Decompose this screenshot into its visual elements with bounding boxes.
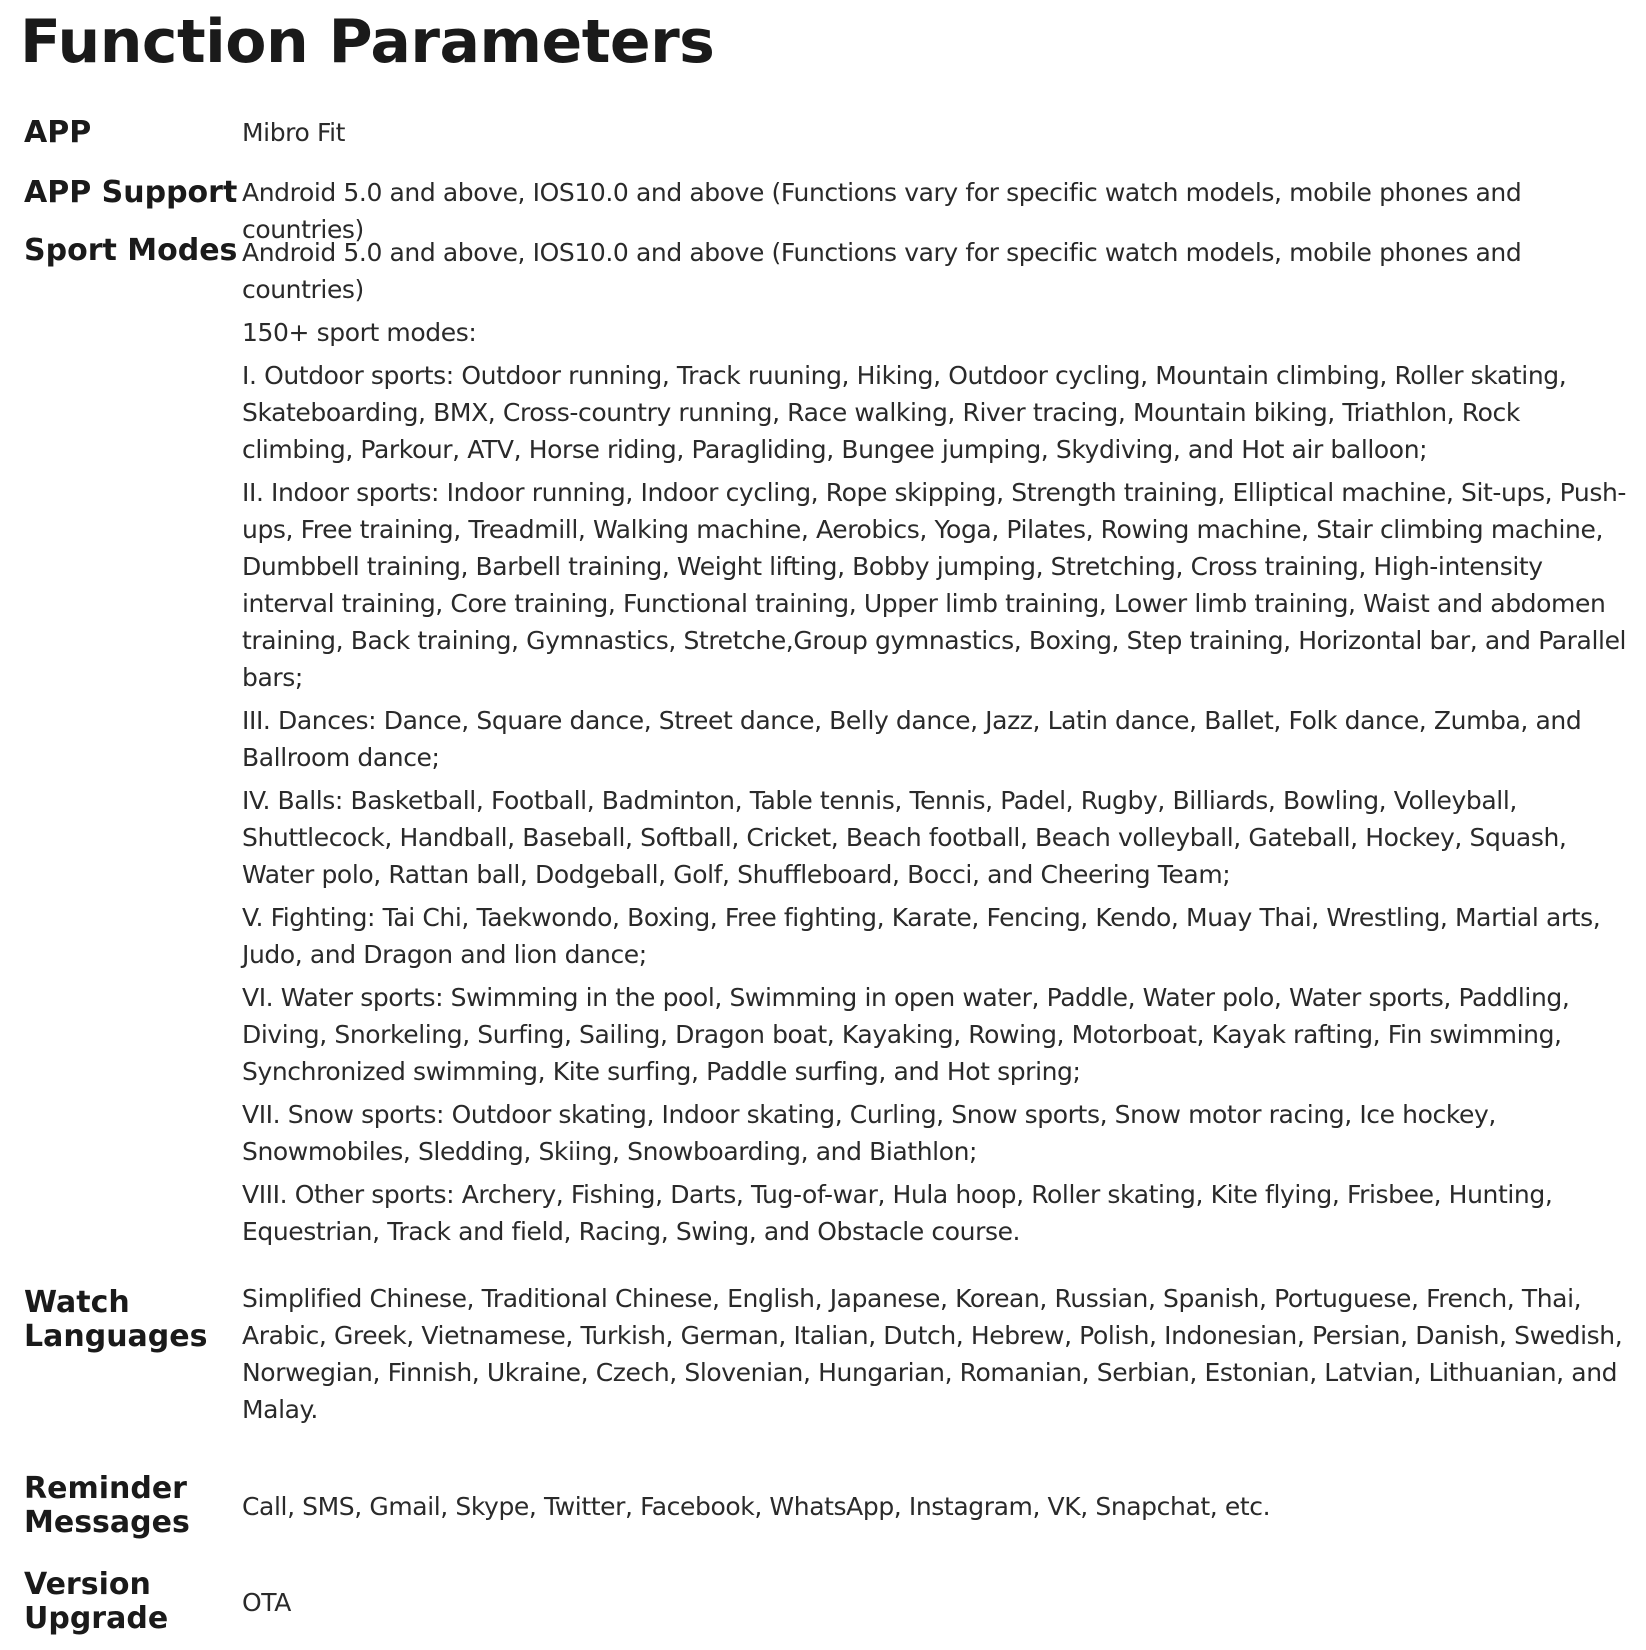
spec-value-app-support: Android 5.0 and above, IOS10.0 and above (Functions vary for specific watch models, mobile phones and countries)	[242, 178, 1522, 244]
function-parameters-page	[20, 0, 1630, 1636]
spec-row-app	[20, 100, 1630, 160]
sport-category-fighting: V. Fighting: Tai Chi, Taekwondo, Boxing, Free fighting, Karate, Fencing, Kendo, Muay Thai, Wrestling, Martial arts, Judo, and Dragon and lion dance;	[242, 903, 1601, 969]
sport-category-indoor: II. Indoor sports: Indoor running, Indoor cycling, Rope skipping, Strength training, Elliptical machine, Sit-ups, Push-ups, Free training, Treadmill, Walking machine, Aerobics, Yoga, Pilates, Rowing machine, Stair climbing machine, Dumbbell training, Barbell training, Weight lifting, Bobby jumping, Stretching, Cross training, High-intensity interval training, Core training, Functional training, Upper limb training, Lower limb training, Waist and abdomen training, Back training, Gymnastics, Stretche,Group gymnastics, Boxing, Step training, Horizontal bar, and Parallel bars;	[242, 478, 1627, 692]
spec-label-watch-languages-line1: Watch	[24, 1285, 130, 1320]
page-title: Function Parameters	[20, 7, 715, 77]
spec-label-sport-modes: Sport Modes	[24, 233, 238, 268]
spec-value-version-upgrade: OTA	[242, 1587, 291, 1617]
spec-value-app: Mibro Fit	[242, 118, 346, 147]
spec-table	[20, 100, 1630, 1650]
spec-value-watch-languages: Simplified Chinese, Traditional Chinese, English, Japanese, Korean, Russian, Spanish, Portuguese, French, Thai, Arabic, Greek, Vietnamese, Turkish, German, Italian, Dutch, Hebrew, Polish, Indonesian, Persian, Danish, Swedish, Norwegian, Finnish, Ukraine, Czech, Slovenian, Hungarian, Romanian, Serbian, Estonian, Latvian, Lithuanian, and Malay.	[242, 1284, 1623, 1424]
spec-row-watch-languages	[20, 1280, 1630, 1428]
spec-label-app-support: APP Support	[24, 175, 238, 210]
spec-label-reminder-messages	[20, 1472, 242, 1540]
sport-category-balls: IV. Balls: Basketball, Football, Badminton, Table tennis, Tennis, Padel, Rugby, Billiards, Bowling, Volleyball, Shuttlecock, Handball, Baseball, Softball, Cricket, Beach football, Beach volleyball, Gateball, Hockey, Squash, Water polo, Rattan ball, Dodgeball, Golf, Shuffleboard, Bocci, and Cheering Team;	[242, 786, 1567, 889]
spec-label-version-upgrade-line1: Version	[24, 1567, 151, 1602]
spec-label-watch-languages	[20, 1280, 242, 1354]
spec-row-version-upgrade	[20, 1554, 1630, 1650]
spec-row-app-support	[20, 160, 1630, 244]
spec-label-reminder-messages-line1: Reminder	[24, 1471, 187, 1506]
spec-label-watch-languages-line2: Languages	[24, 1319, 208, 1354]
sport-category-other: VIII. Other sports: Archery, Fishing, Darts, Tug-of-war, Hula hoop, Roller skating, Kite flying, Frisbee, Hunting, Equestrian, Track and field, Racing, Swing, and Obstacle course.	[242, 1180, 1553, 1246]
spec-label-app: APP	[24, 115, 92, 150]
sport-category-water: VI. Water sports: Swimming in the pool, Swimming in open water, Paddle, Water polo, Water sports, Paddling, Diving, Snorkeling, Surfing, Sailing, Dragon boat, Kayaking, Rowing, Motorboat, Kayak rafting, Fin swimming, Synchronized swimming, Kite surfing, Paddle surfing, and Hot spring;	[242, 983, 1570, 1086]
sport-modes-count: 150+ sport modes:	[242, 318, 477, 347]
sport-category-snow: VII. Snow sports: Outdoor skating, Indoor skating, Curling, Snow sports, Snow motor racing, Ice hockey, Snowmobiles, Sledding, Skiing, Snowboarding, and Biathlon;	[242, 1100, 1496, 1166]
spec-row-sport-modes	[20, 220, 1630, 1250]
sport-category-outdoor: I. Outdoor sports: Outdoor running, Track ruuning, Hiking, Outdoor cycling, Mountain climbing, Roller skating, Skateboarding, BMX, Cross-country running, Race walking, River tracing, Mountain biking, Triathlon, Rock climbing, Parkour, ATV, Horse riding, Paragliding, Bungee jumping, Skydiving, and Hot air balloon;	[242, 361, 1567, 464]
spec-value-reminder-messages: Call, SMS, Gmail, Skype, Twitter, Facebook, WhatsApp, Instagram, VK, Snapchat, etc.	[242, 1491, 1271, 1521]
sport-category-dances: III. Dances: Dance, Square dance, Street dance, Belly dance, Jazz, Latin dance, Ballet, Folk dance, Zumba, and Ballroom dance;	[242, 706, 1582, 772]
spec-value-sport-modes	[242, 220, 1630, 1250]
sport-modes-compatibility: Android 5.0 and above, IOS10.0 and above (Functions vary for specific watch models, mobile phones and countries)	[242, 238, 1522, 304]
spec-label-reminder-messages-line2: Messages	[24, 1505, 190, 1540]
spec-label-version-upgrade-line2: Upgrade	[24, 1601, 169, 1636]
spec-row-reminder-messages	[20, 1458, 1630, 1554]
spec-label-version-upgrade	[20, 1568, 242, 1636]
